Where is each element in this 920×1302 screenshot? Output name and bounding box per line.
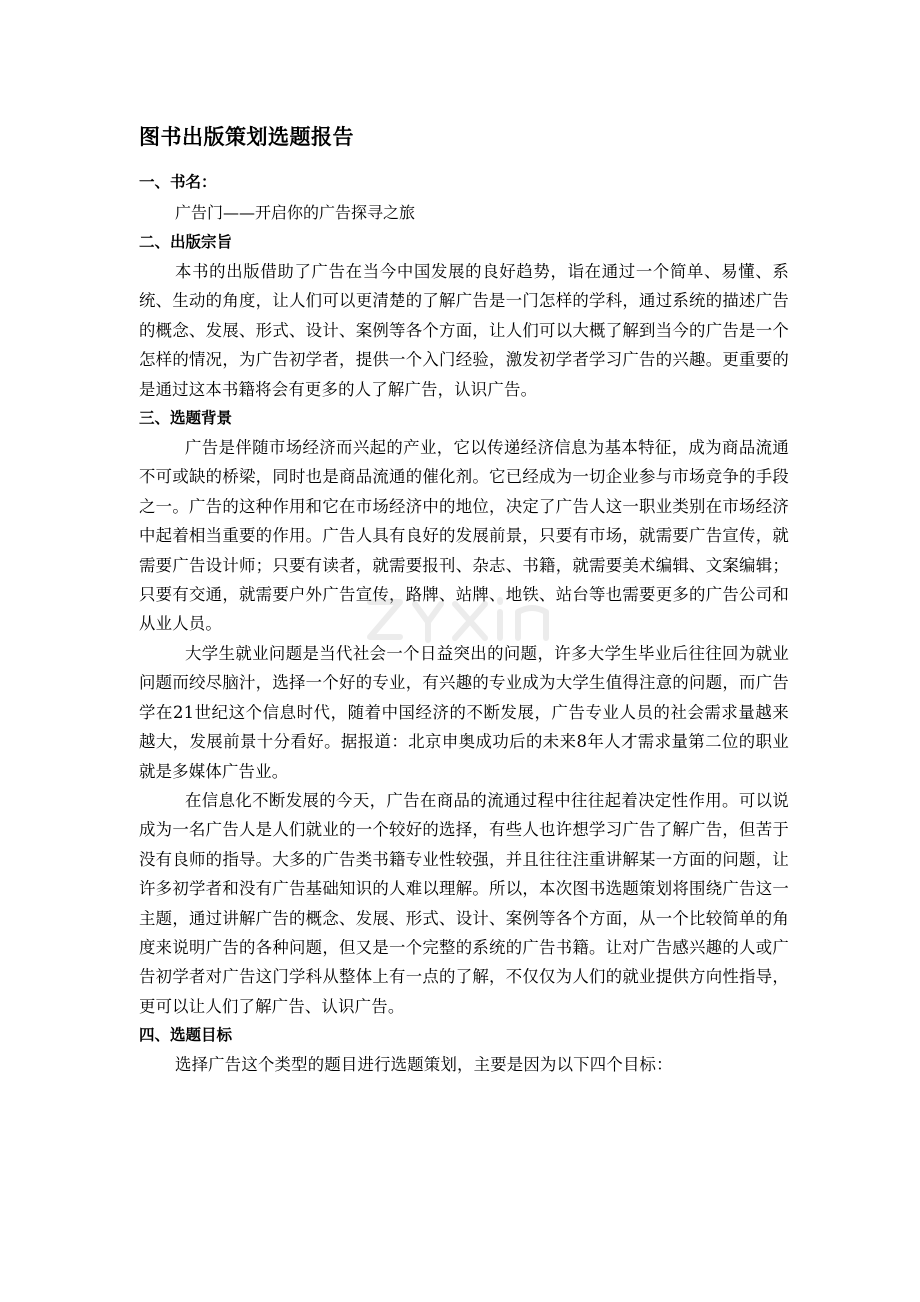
section-goals	[139, 1021, 789, 1079]
section-heading-goals: 四、选题目标	[139, 1026, 233, 1045]
document-page	[139, 122, 789, 1080]
goals-paragraph: 选择广告这个类型的题目进行选题策划，主要是因为以下四个目标：	[175, 1055, 673, 1075]
section-heading-book-name: 一、书名：	[139, 173, 217, 191]
section-heading-background: 三、选题背景	[139, 409, 233, 428]
section-background	[139, 404, 789, 1021]
purpose-paragraph: 本书的出版借助了广告在当今中国发展的良好趋势，诣在通过一个简单、易懂、系统、生动的角度，让人们可以更清楚的了解广告是一门怎样的学科，通过系统的描述广告的概念、发展、形式、设计、案例等各个方面，让人们可以大概了解到当今的广告是一个怎样的情况，为广告初学者，提供一个入门经验，激发初学者学习广告的兴趣。更重要的是通过这本书籍将会有更多的人了解广告，认识广告。	[139, 262, 789, 399]
book-name-text: 广告门——开启你的广告探寻之旅	[175, 203, 416, 222]
section-book-name	[139, 168, 789, 228]
background-paragraph: 大学生就业问题是当代社会一个日益突出的问题，许多大学生毕业后往往回为就业问题而绞尽脑汁，选择一个好的专业，有兴趣的专业成为大学生值得注意的问题，而广告学在21世纪这个信息时代，随着中国经济的不断发展，广告专业人员的社会需求量越来越大，发展前景十分看好。据报道：北京申奥成功后的未来8年人才需求量第二位的职业就是多媒体广告业。	[139, 643, 789, 781]
background-paragraph: 在信息化不断发展的今天，广告在商品的流通过程中往往起着决定性作用。可以说成为一名广告人是人们就业的一个较好的选择，有些人也许想学习广告了解广告，但苦于没有良师的指导。大多的广告类书籍专业性较强，并且往往注重讲解某一方面的问题，让许多初学者和没有广告基础知识的人难以理解。所以，本次图书选题策划将围绕广告这一主题，通过讲解广告的概念、发展、形式、设计、案例等各个方面，从一个比较简单的角度来说明广告的各种问题，但又是一个完整的系统的广告书籍。让对广告感兴趣的人或广告初学者对广告这门学科从整体上有一点的了解，不仅仅为人们的就业提供方向性指导，更可以让人们了解广告、认识广告。	[139, 790, 789, 1016]
section-purpose	[139, 228, 789, 404]
section-heading-purpose: 二、出版宗旨	[139, 233, 233, 251]
background-paragraph: 广告是伴随市场经济而兴起的产业，它以传递经济信息为基本特征，成为商品流通不可或缺的桥梁，同时也是商品流通的催化剂。它已经成为一切企业参与市场竞争的手段之一。广告的这种作用和它在市场经济中的地位，决定了广告人这一职业类别在市场经济中起着相当重要的作用。广告人具有良好的发展前景，只要有市场，就需要广告宣传，就需要广告设计师；只要有读者，就需要报刊、杂志、书籍，就需要美术编辑、文案编辑；只要有交通，就需要户外广告宣传，路牌、站牌、地铁、站台等也需要更多的广告公司和从业人员。	[139, 438, 789, 634]
document-title: 图书出版策划选题报告	[139, 125, 354, 149]
